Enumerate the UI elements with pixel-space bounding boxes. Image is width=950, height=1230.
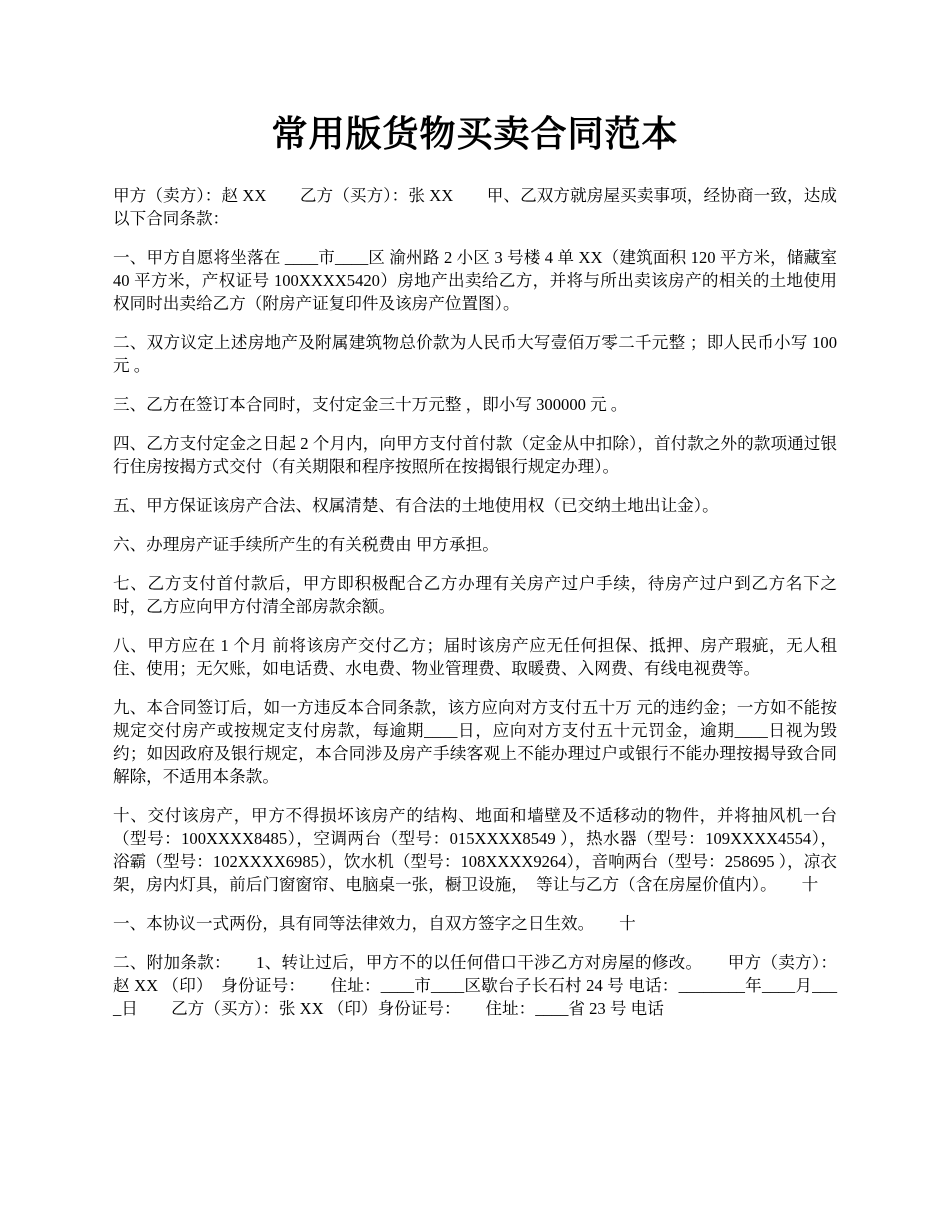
paragraph-clause-8: 八、甲方应在 1 个月 前将该房产交付乙方；届时该房产应无任何担保、抵押、房产瑕疵，无人租住、使用；无欠账，如电话费、水电费、物业管理费、取暖费、入网费、有线电视费等。 [113, 636, 837, 678]
paragraph-clause-1: 一、甲方自愿将坐落在 ____市____区 渝州路 2 小区 3 号楼 4 单 XX（建筑面积 120 平方米，储藏室 40 平方米，产权证号 100XXXX5420）房地产出卖给乙方，并将与所出卖该房产的相关的土地使用权同时出卖给乙方（附房产证复印件及该房产位置图）。 [113, 248, 837, 313]
paragraph-clause-10: 十、交付该房产，甲方不得损坏该房产的结构、地面和墙壁及不适移动的物件，并将抽风机一台（型号：100XXXX8485），空调两台（型号：015XXXX8549 ），热水器（型号：109XXXX4554），浴霸（型号：102XXXX6985），饮水机（型号：108XXXX9264），音响两台（型号：258695 ），凉衣架，房内灯具，前后门窗窗帘、电脑桌一张，橱卫设施， 等让与乙方（含在房屋价值内）。 十 [113, 806, 837, 894]
paragraph-clause-7: 七、乙方支付首付款后，甲方即积极配合乙方办理有关房产过户手续，待房产过户到乙方名下之时，乙方应向甲方付清全部房款余额。 [113, 574, 837, 616]
paragraph-clause-11: 一、本协议一式两份，具有同等法律效力，自双方签字之日生效。 十 [113, 914, 636, 933]
document-title: 常用版货物买卖合同范本 [271, 113, 679, 155]
paragraph-clause-2: 二、双方议定上述房地产及附属建筑物总价款为人民币大写壹佰万零二千元整 ；即人民币小写 100 元 。 [113, 333, 837, 375]
paragraph-clause-5: 五、甲方保证该房产合法、权属清楚、有合法的土地使用权（已交纳土地出让金）。 [113, 496, 719, 515]
paragraph-clause-12-signatures: 二、附加条款： 1、转让过后，甲方不的以任何借口干涉乙方对房屋的修改。 甲方（卖方）：赵 XX （印） 身份证号： 住址：____市____区歇台子长石村 24 号 电话：________年____月____日 乙方（买方）：张 XX （印）身份证号： 住址：____省 23 号 电话 [113, 953, 837, 1018]
paragraph-clause-6: 六、办理房产证手续所产生的有关税费由 甲方承担。 [113, 535, 499, 554]
paragraph-parties: 甲方（卖方）：赵 XX 乙方（买方）：张 XX 甲、乙双方就房屋买卖事项，经协商一致，达成以下合同条款： [113, 186, 837, 228]
paragraph-clause-9: 九、本合同签订后，如一方违反本合同条款，该方应向对方支付五十万 元的违约金；一方如不能按规定交付房产或按规定支付房款，每逾期____日，应向对方支付五十元罚金，逾期____日视为毁约；如因政府及银行规定，本合同涉及房产手续客观上不能办理过户或银行不能办理按揭导致合同解除，不适用本条款。 [113, 698, 837, 786]
paragraph-clause-4: 四、乙方支付定金之日起 2 个月内，向甲方支付首付款（定金从中扣除），首付款之外的款项通过银行住房按揭方式交付（有关期限和程序按照所在按揭银行规定办理）。 [113, 434, 837, 476]
paragraph-clause-3: 三、乙方在签订本合同时，支付定金三十万元整 ，即小写 300000 元 。 [113, 395, 628, 414]
